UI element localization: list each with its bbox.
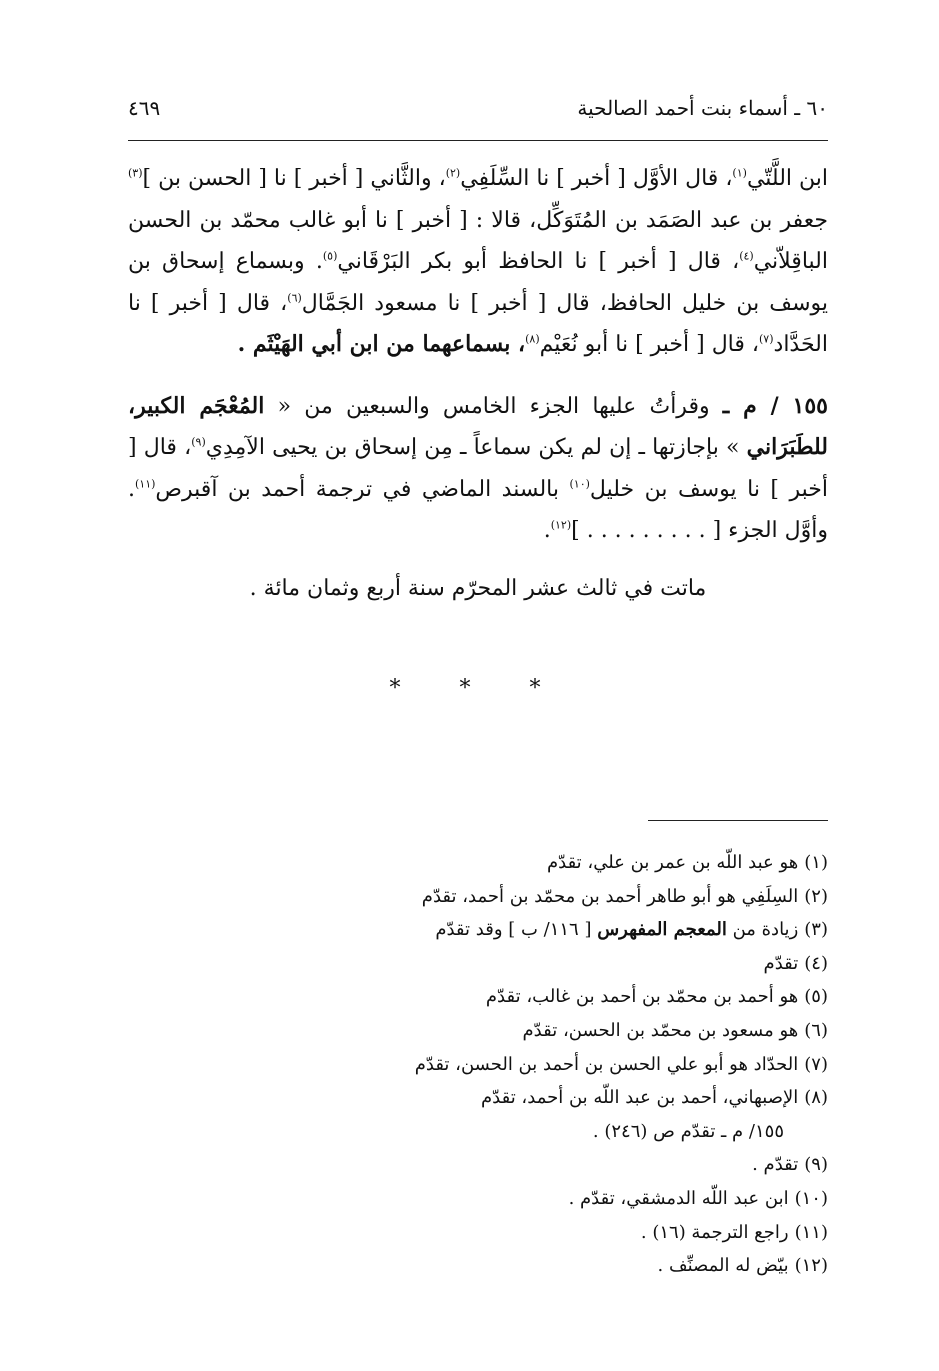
footnote-ref-3: (٣) [128,166,143,180]
footnote-ref-1: (١) [732,166,747,180]
footnote-9 [128,1148,828,1182]
footnote-number: (٣) [804,919,828,941]
footnote-number: (١٠) [794,1187,828,1209]
footnote-12 [128,1249,828,1283]
footnote-text: الإصبهاني، أحمد بن عبد اللّه بن أحمد، تقدّم [481,1087,799,1109]
text-run: ، قال [ أخبر ] نا الحافظ أبو بكر البَرْقَاني [337,249,740,274]
footnote-8 [128,1081,828,1115]
page-header [128,96,828,120]
footnote-ref-10: (١٠) [569,477,590,491]
book-title: المُعْجَم الكبير، للطَبَرَاني [128,392,829,460]
text-run: جعفر بن عبد الصَمَد بن المُتَوَكِّل، قالا : [ أخبر ] نا أبو غالب محمّد بن الحسن الباقِلاّني [128,207,828,274]
footnote-1 [128,846,828,880]
text-run: ، قال [ أخبر ] نا أبو نُعَيْم [539,332,759,357]
footnote-text: تقدّم [763,952,799,974]
footnote-text: [ ١١٦/ ب ] وقد تقدّم [435,919,598,941]
footnote-text: السِلَفِي هو أبو طاهر أحمد بن محمّد بن أحمد، تقدّم [421,885,799,907]
main-text [128,158,828,609]
text-run: ، بسماعهما من ابن أبي الهَيْثَم . [237,331,526,357]
footnote-number: (٥) [804,986,828,1008]
text-run: ، قال [ أخبر ] نا يوسف بن خليل [128,435,828,502]
footnote-ref-11: (١١) [135,477,156,491]
text-run: بالسند الماضي في ترجمة أحمد بن آقبرص [155,476,570,502]
footnote-ref-4: (٤) [739,249,754,263]
paragraph-155 [128,386,828,552]
footnote-source-title: المعجم المفهرس [597,919,727,941]
footnote-ref-7: (٧) [759,332,774,346]
paragraph-1 [128,158,828,366]
footnote-text: زيادة من [726,919,799,941]
footnote-text: بيّض له المصنِّف . [657,1255,789,1277]
footnote-text: هو عبد اللّه بن عمر بن علي، تقدّم [546,852,799,873]
footnote-ref-2: (٢) [445,166,461,180]
footnote-text: تقدّم . [752,1154,799,1176]
running-title: ٦٠ ـ أسماء بنت أحمد الصالحية [577,96,828,120]
footnote-entry-155 [128,1115,828,1149]
death-note: ماتت في ثالث عشر المحرّم سنة أربع وثمان مائة . [249,575,707,601]
footnote-5 [128,980,828,1014]
footnotes [128,846,828,1283]
footnote-number: (٢) [804,885,828,907]
footnote-6 [128,1014,828,1048]
footnote-rule [648,820,828,821]
footnote-7 [128,1048,828,1082]
text-run: ، قال [ أخبر ] نا الحَدَّاد [128,290,828,357]
text-run: . وأوَّل الجزء [ . . . . . . . . . ] [128,476,828,543]
footnote-number: (١) [804,852,828,873]
text-run: وقرأتُ عليها الجزء الخامس والسبعين من « [264,393,723,419]
text-run: » بإجازتها ـ إن لم يكن سماعاً ـ مِن إسحاق بن يحيى الآمِدِي [205,435,747,460]
footnote-ref-9: (٩) [191,435,206,449]
header-rule [128,140,828,141]
footnote-2 [128,880,828,914]
section-separator: * * * [389,676,567,701]
footnote-number: (٩) [804,1154,828,1176]
text-run: ، والثَّاني [ أخبر ] نا [ الحسن بن ] [142,166,446,191]
text-run: . [543,518,551,543]
footnote-11 [128,1216,828,1250]
footnote-number: (٨) [804,1087,828,1109]
entry-number: ١٥٥ / م ـ [722,392,828,419]
footnote-ref-6: (٦) [287,291,302,305]
footnote-ref-5: (٥) [322,249,338,263]
page-number: ٤٦٩ [128,96,161,120]
footnote-10 [128,1182,828,1216]
footnote-4 [128,947,828,981]
footnote-number: (٦) [804,1019,828,1041]
footnote-text: راجع الترجمة (١٦) . [640,1221,789,1243]
footnote-number: (١٢) [794,1255,828,1277]
footnote-number: (١١) [794,1221,828,1243]
footnote-text: هو مسعود بن محمّد بن الحسن، تقدّم [522,1019,799,1041]
footnote-number: (٧) [804,1053,828,1075]
footnote-ref-12: (١٢) [550,518,572,532]
text-run: . وبسماع إسحاق بن يوسف بن خليل الحافظ، قال [ أخبر ] نا مسعود الجَمَّال [128,249,828,316]
text-run: ابن اللَّتّي [746,166,828,191]
footnote-3 [128,913,828,947]
text-run: ، قال الأوَّل [ أخبر ] نا السِّلَفِي [460,166,733,191]
footnote-number: (٤) [804,952,828,974]
footnote-text: الحدّاد هو أبو علي الحسن بن أحمد بن الحسن، تقدّم [414,1053,799,1075]
footnote-text: ابن عبد اللّه الدمشقي، تقدّم . [568,1187,789,1209]
footnote-text: ١٥٥/ م ـ تقدّم ص (٢٤٦) . [592,1120,784,1142]
footnote-text: هو أحمد بن محمّد بن أحمد بن غالب، تقدّم [485,986,799,1008]
footnote-ref-8: (٨) [525,332,540,346]
